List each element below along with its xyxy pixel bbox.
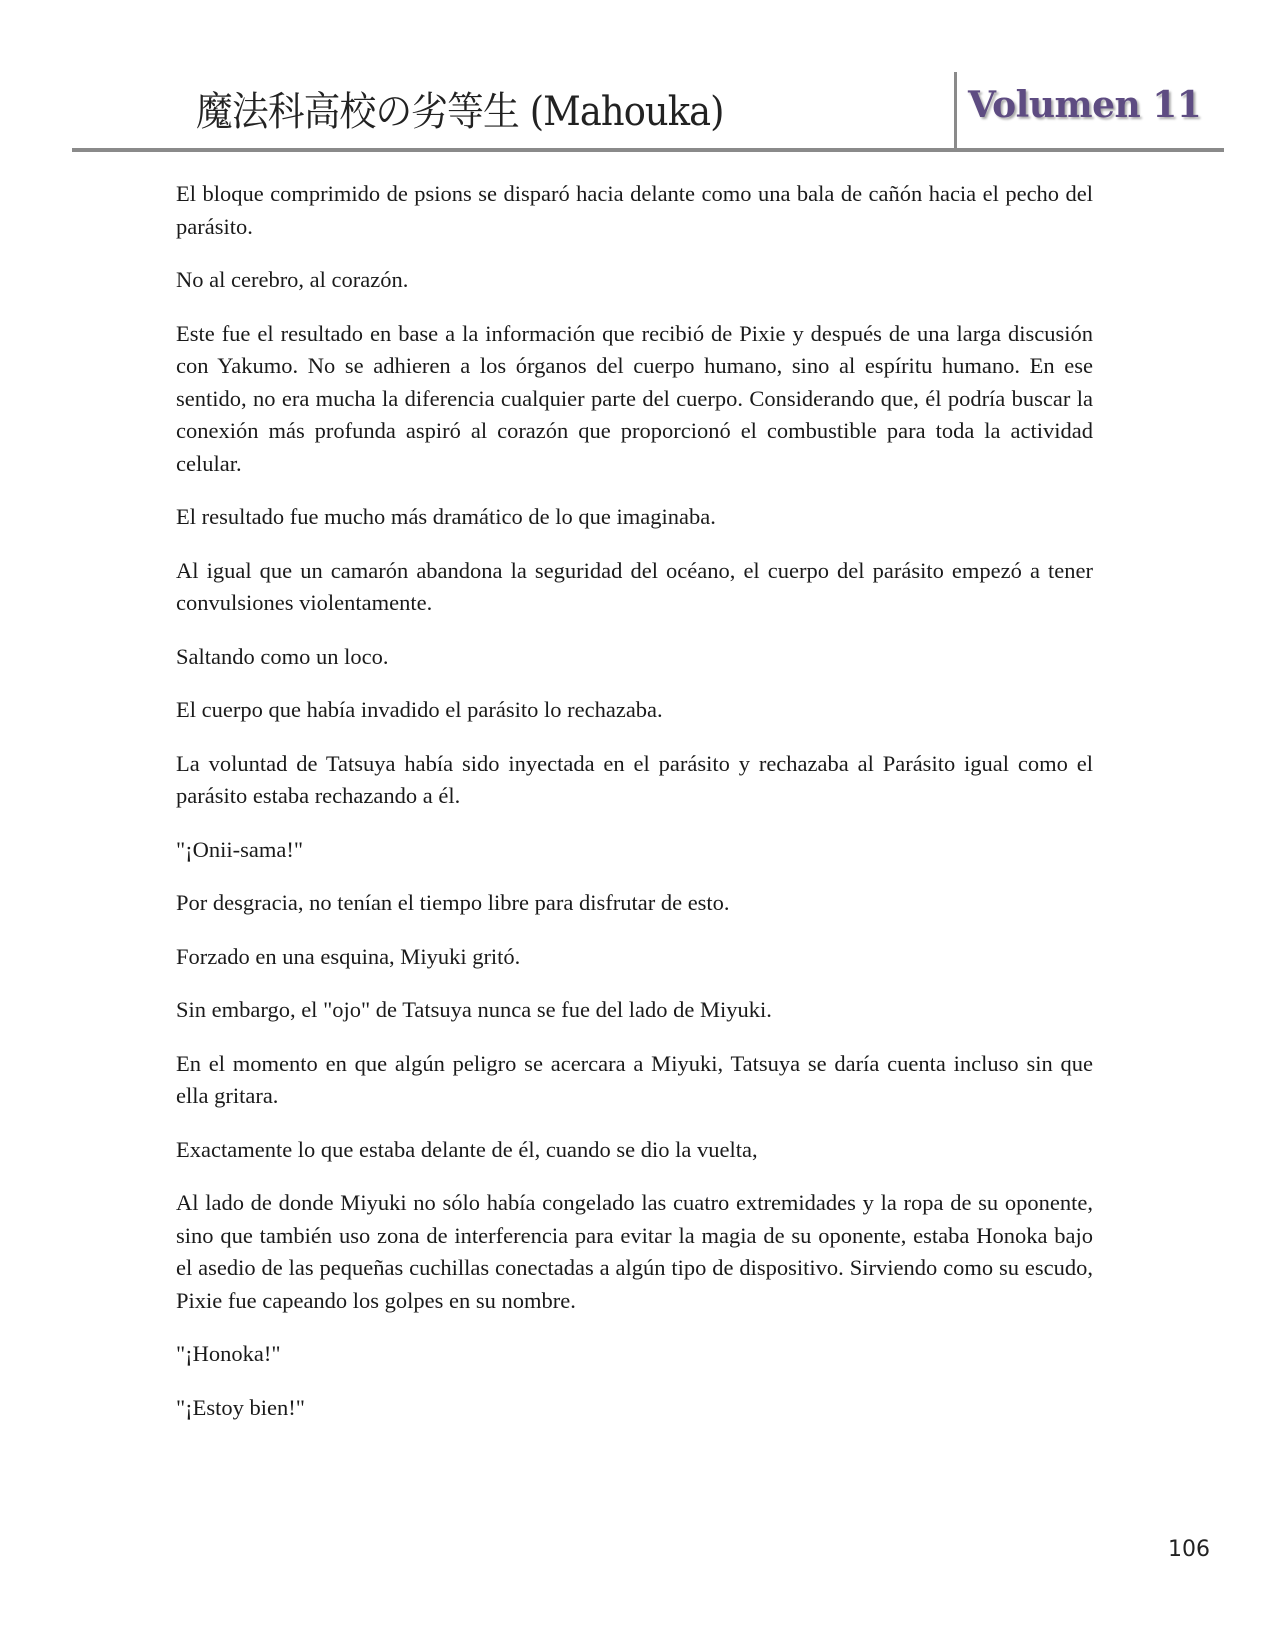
paragraph: Al lado de donde Miyuki no sólo había congelado las cuatro extremidades y la ropa de su oponente, sino que también uso zona de interferencia para evitar la magia de su oponente, estaba Honoka bajo el asedio de las pequeñas cuchillas conectadas a algún tipo de dispositivo. Sirviendo como su escudo, Pixie fue capeando los golpes en su nombre. <box>176 1190 1093 1313</box>
paragraph: Sin embargo, el "ojo" de Tatsuya nunca se fue del lado de Miyuki. <box>176 997 772 1022</box>
paragraph: Forzado en una esquina, Miyuki gritó. <box>176 943 521 969</box>
paragraph: La voluntad de Tatsuya había sido inyectada en el parásito y rechazaba al Parásito igual como el parásito estaba rechazando a él. <box>176 750 1093 808</box>
paragraph: En el momento en que algún peligro se acercara a Miyuki, Tatsuya se daría cuenta incluso sin que ella gritara. <box>176 1050 1093 1108</box>
page-number: 106 <box>1168 1537 1210 1562</box>
paragraph: Saltando como un loco. <box>176 643 389 669</box>
header-rule <box>72 148 1224 152</box>
paragraph: El cuerpo que había invadido el parásito lo rechazaba. <box>176 697 663 722</box>
page-body <box>176 178 1093 1445</box>
paragraph: No al cerebro, al corazón. <box>176 267 409 292</box>
paragraph: Por desgracia, no tenían el tiempo libre para disfrutar de esto. <box>176 890 730 915</box>
volume-label: Volumen 11 <box>968 84 1202 126</box>
header-divider <box>954 72 957 150</box>
paragraph: Exactamente lo que estaba delante de él, cuando se dio la vuelta, <box>176 1136 758 1162</box>
paragraph: El bloque comprimido de psions se disparó hacia delante como una bala de cañón hacia el pecho del parásito. <box>176 181 1093 239</box>
paragraph: "¡Honoka!" <box>176 1341 281 1366</box>
paragraph: "¡Onii-sama!" <box>176 836 304 862</box>
paragraph: El resultado fue mucho más dramático de lo que imaginaba. <box>176 504 716 529</box>
paragraph: Este fue el resultado en base a la información que recibió de Pixie y después de una larga discusión con Yakumo. No se adhieren a los órganos del cuerpo humano, sino al espíritu humano. En ese sentido, no era mucha la diferencia cualquier parte del cuerpo. Considerando que, él podría buscar la conexión más profunda aspiró al corazón que proporcionó el combustible para toda la actividad celular. <box>176 320 1093 476</box>
paragraph: "¡Estoy bien!" <box>176 1394 305 1420</box>
header-title: 魔法科高校の劣等生 (Mahouka) <box>196 89 724 135</box>
paragraph: Al igual que un camarón abandona la seguridad del océano, el cuerpo del parásito empezó a tener convulsiones violentamente. <box>176 557 1093 615</box>
